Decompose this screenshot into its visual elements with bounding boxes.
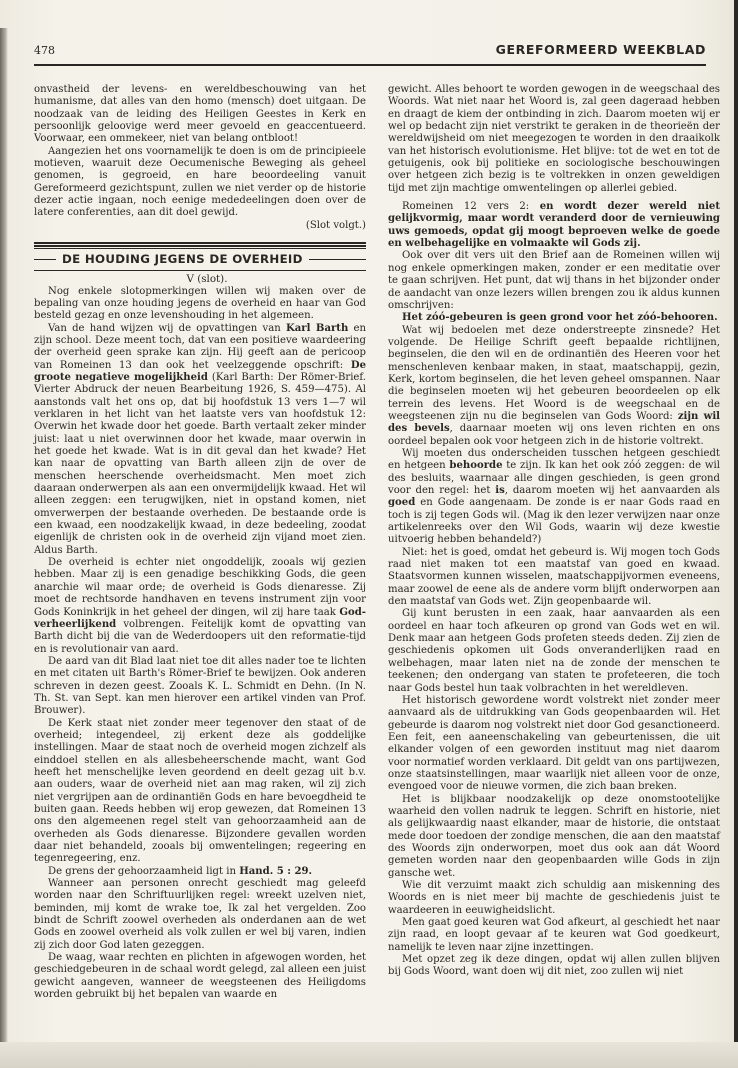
scripture-reference: Hand. 5 : 29. bbox=[239, 865, 313, 877]
journal-title: GEREFORMEERD WEEKBLAD bbox=[495, 42, 706, 57]
paragraph: De waag, waar rechten en plichten in afgewogen worden, het geschiedgebeuren in de schaal wordt gelegd, zal alleen een juist gewicht aangeven, wanneer de weegsteenen des Heiligdoms worden gebruikt bij het bepalen van waarde en bbox=[34, 952, 366, 1001]
emphasis: De groote negatieve mogelijkheid bbox=[34, 359, 366, 383]
emphasis: en wordt dezer wereld niet gelijkvormig, maar wordt veranderd door de vernieuwing uws gemoeds, opdat gij moogt beproeven welke de goede en welbehagelijke en volmaakte wil Gods zij. bbox=[388, 201, 720, 250]
paragraph: Het historisch gewordene wordt volstrekt niet zonder meer aanvaard als de uitdrukking van Gods geopenbaarden wil. Het gebeurde is daarom nog volstrekt niet door God gesanctioneerd. Een feit, een aaneenschakeling van gebeurtenissen, die uit elkander volgen of een geworden instituut mag niet daarom voor normatief worden verklaard. Dit geldt van ons partijwezen, onze staatsinstellingen, maar waarlijk niet alleen voor de onze, evengoed voor de nieuwe vormen, die zich baan breken. bbox=[388, 694, 720, 793]
intro-paragraph-1: onvastheid der levens- en wereldbeschouwing van het humanisme, dat alles van den homo (mensch) doet uitgaan. De noodzaak van de leiding des Heiligen Geestes in Kerk en persoonlijk geloovige werd meer gevoeld en geaccentueerd. Voorwaar, een ommekeer, niet van belang ontbloot! bbox=[34, 84, 366, 145]
scan-left-edge bbox=[0, 28, 8, 1048]
paragraph: Met opzet zeg ik deze dingen, opdat wij allen zullen blijven bij Gods Woord, want doen wij dit niet, zoo zullen wij niet bbox=[388, 954, 720, 978]
section-divider-bottom bbox=[34, 270, 366, 271]
thesis-statement: Het zóó-gebeuren is geen grond voor het zóó-behooren. bbox=[402, 312, 718, 324]
paragraph: Van de hand wijzen wij de opvattingen van Karl Barth en zijn school. Deze meent toch, dat van een positieve waardeering der overheid geen sprake kan zijn. Hij geeft aan de pericoop van Romeinen 13 dan ook het veelzeggende opschrift: De groote negatieve mogelijkheid (Karl Barth: Der Römer-Brief. Vierter Abdruck der neuen Bearbeitung 1926, S. 459—475). Al aanstonds valt het ons op, dat bij hoofdstuk 13 vers 1—7 wil verklaren in het licht van het laatste vers van hoofdstuk 12: Overwin het kwade door het goede. Barth vertaalt zeker minder juist: laat u niet overwinnen door het kwade, maar overwin in het goede het kwade. Wat is in dit geval dan het kwade? Het kan naar de opvatting van Barth alleen zijn de over de menschen heerschende overheidsmacht. Men moet zich daaraan onderwerpen als aan een onvermijdelijk kwaad. Het wil alleen zeggen: een terugwijken, niet in opstand komen, niet omverwerpen der bestaande overheden. De bestaande orde is een kwaad, een noodzakelijk kwaad, in deze bedeeling, zoodat eigenlijk de christen ook in de overheid zijn vijand moet zien. Aldus Barth. bbox=[34, 322, 366, 556]
part-subheading: V (slot). bbox=[186, 273, 228, 286]
page-number: 478 bbox=[34, 44, 55, 57]
paragraph: De grens der gehoorzaamheid ligt in Hand. 5 : 29. bbox=[48, 865, 313, 877]
right-column bbox=[388, 84, 720, 979]
emphasis: zijn wil des bevels bbox=[388, 410, 721, 435]
paragraph: De Kerk staat niet zonder meer tegenover den staat of de overheid; integendeel, zij erkent deze als goddelijke instellingen. Maar de staat noch de overheid mogen zichzelf als einddoel stellen en als allesbeheerschende macht, want God heeft het menschelijke leven geordend en deelt gezag uit b.v. aan ouders, waar de overheid niet aan mag raken, wil zij zich niet vergrijpen aan de ordinantiën Gods en hare bevoegdheid te buiten gaan. Reeds hebben wij erop gewezen, dat Romeinen 13 ons den algemeenen regel stelt van gehoorzaamheid aan de overheden als Gods dienaresse. Bijzondere gevallen worden daar niet behandeld, zooals bij omwentelingen; regeering en tegenregeering, enz. bbox=[34, 717, 366, 865]
paragraph: Men gaat goed keuren wat God afkeurt, al geschiedt het naar zijn raad, en loopt gevaar af te keuren wat God goedkeurt, namelijk te leven naar zijne inzettingen. bbox=[388, 917, 720, 953]
emphasis: goed bbox=[388, 497, 416, 509]
scan-bottom-margin bbox=[0, 1042, 738, 1068]
paragraph: Ook over dit vers uit den Brief aan de Romeinen willen wij nog enkele opmerkingen maken, zonder er een meditatie over te gaan schrijven. Het punt, dat wij thans in het bijzonder onder de aandacht van onze lezers willen brengen zou ik aldus kunnen omschrijven: bbox=[388, 250, 720, 311]
paragraph: Wie dit verzuimt maakt zich schuldig aan miskenning des Woords en is niet meer bij machte de geschiedenis juist te waardeeren in eeuwigheidslicht. bbox=[388, 880, 720, 916]
paragraph: Niet: het is goed, omdat het gebeurd is. Wij mogen toch Gods raad niet maken tot een maatstaf van goed en kwaad. Staatsvormen kunnen wisselen, maatschappijvormen eveneens, maar zoowel de eene als de andere vorm blijft onderworpen aan den maatstaf van Gods wet. Zijn geopenbaarde wil. bbox=[388, 546, 720, 608]
emphasis: Karl Barth bbox=[285, 322, 349, 334]
section-heading-row bbox=[34, 253, 366, 265]
emphasis: is bbox=[495, 485, 505, 496]
paragraph: Nog enkele slotopmerkingen willen wij maken over de bepaling van onze houding jegens de overheid en haar van God besteld gezag en onze levenshouding in het algemeen. bbox=[34, 285, 366, 322]
section-heading: DE HOUDING JEGENS DE OVERHEID bbox=[62, 252, 303, 267]
paragraph: Het is blijkbaar noodzakelijk op deze onomstootelijke waarheid den vollen nadruk te leggen. Schrift en historie, niet als gelijkwaardig naast elkander, maar de historie, die ontstaat mede door toedoen der zondige menschen, die aan den maatstaf des Woords zijn onderworpen, moet dus ook aan dát Woord gemeten worden naar den geopenbaarden wille Gods in zijn gansche wet. bbox=[388, 793, 720, 879]
paragraph: gewicht. Alles behoort te worden gewogen in de weegschaal des Woords. Wat niet naar het Woord is, zal geen dageraad hebben en draagt de kiem der ontbinding in zich. Daarom moeten wij er wel op bedacht zijn niet verstrikt te geraken in de theorieën der wereldwijsheid om niet meegezogen te worden in den draaikolk van het historisch evolutionisme. Het blijve: tot de wet en tot de getuigenis, ook bij politieke en sociologische beschouwingen over hetgeen zich bezig is te voltrekken in onzen geweldigen tijd met zijn machtige omwentelingen op allerlei gebied. bbox=[388, 84, 720, 194]
scan-right-edge bbox=[734, 0, 738, 1068]
intro-paragraph-2: Aangezien het ons voornamelijk te doen is om de principieele motieven, waaruit deze Oecumenische Beweging als geheel genomen, is gegroeid, en hare beoordeeling vanuit Gereformeerd gezichtspunt, zullen we niet verder op de historie dezer actie ingaan, noch eenige mededeelingen doen over de latere conferenties, aan dit doel gewijd. bbox=[34, 145, 366, 219]
left-column bbox=[34, 84, 366, 1002]
paragraph: Wanneer aan personen onrecht geschiedt mag geleefd worden naar den Schriftuurlijken regel: wreekt uzelven niet, beminden, mij komt de wrake toe, Ik zal het vergelden. Zoo bindt de Schrift zoowel overheden als onderdanen aan de wet Gods en zoowel overheid als volk zullen er wel bij varen, indien zij zich door God laten gezeggen. bbox=[34, 878, 366, 951]
page-header bbox=[34, 40, 706, 66]
paragraph: Gij kunt berusten in een zaak, haar aanvaarden als een oordeel en haar toch afkeuren op grond van Gods wet en wil. Denk maar aan hetgeen Gods profeten steeds deden. Zij zien de geschiedenis opkomen uit Gods onveranderlijken raad en welbehagen, maar laten niet na de zonde der menschen te teekenen; den ondergang van staten te profeteeren, die toch naar Gods bestel hun taak volbrachten in het wereldleven. bbox=[388, 608, 720, 694]
emphasis: behoorde bbox=[449, 460, 503, 472]
to-be-continued-note: (Slot volgt.) bbox=[305, 219, 366, 231]
paragraph: De overheid is echter niet ongoddelijk, zooals wij gezien hebben. Maar zij is een genadige beschikking Gods, die geen anarchie wil maar orde; de overheid is Gods dienaresse. Zij moet de rechtsorde handhaven en tevens instrument zijn voor Gods Koninkrijk in het geheel der dingen, wil zij hare taak God-verheerlijkend volbrengen. Feitelijk komt de opvatting van Barth dicht bij die van de Wederdoopers uit den reformatie-tijd en is revolutionair van aard. bbox=[34, 557, 366, 655]
paragraph: Wij moeten dus onderscheiden tusschen hetgeen geschiedt en hetgeen behoorde te zijn. Ik kan het ook zóó zeggen: de wil des besluits, waarnaar alle dingen geschieden, is geen grond voor den regel: het is, daarom moeten wij het aanvaarden als goed en Gode aangenaam. De zonde is er naar Gods raad en toch is zij tegen Gods wil. (Mag ik den lezer verwijzen naar onze artikelenreeks over den Wil Gods, waarin wij deze kwestie uitvoerig hebben behandeld?) bbox=[388, 447, 720, 546]
emphasis: God-verheerlijkend bbox=[34, 606, 366, 630]
section-divider bbox=[34, 242, 366, 249]
scripture-quote: Romeinen 12 vers 2: en wordt dezer wereld niet gelijkvormig, maar wordt veranderd door de vernieuwing uws gemoeds, opdat gij moogt beproeven welke de goede en welbehagelijke en volmaakte wil Gods zij. bbox=[388, 201, 720, 250]
paragraph: De aard van dit Blad laat niet toe dit alles nader toe te lichten en met citaten uit Barth's Römer-Brief te bewijzen. Ook anderen schreven in dezen geest. Zooals K. L. Schmidt en Dehn. (In N. Th. St. van Sept. kan men hierover een artikel vinden van Prof. Brouwer). bbox=[34, 655, 366, 717]
paragraph: Wat wij bedoelen met deze onderstreepte zinsnede? Het volgende. De Heilige Schrift geeft bepaalde richtlijnen, beginselen, die den wil en de ordinantiën des Heeren voor het menschenleven kenbaar maken, in staat, maatschappij, gezin, Kerk, kortom beginselen, die het leven geheel omspannen. Naar die beginselen moeten wij het gebeuren beoordeelen op elk terrein des levens. Het Woord is de weegschaal en de weegsteenen zijn nu die beginselen van Gods Woord: zijn wil des bevels, daarnaar moeten wij ons leven richten en ons oordeel bepalen ook voor hetgeen zich in de historie voltrekt. bbox=[388, 324, 721, 447]
